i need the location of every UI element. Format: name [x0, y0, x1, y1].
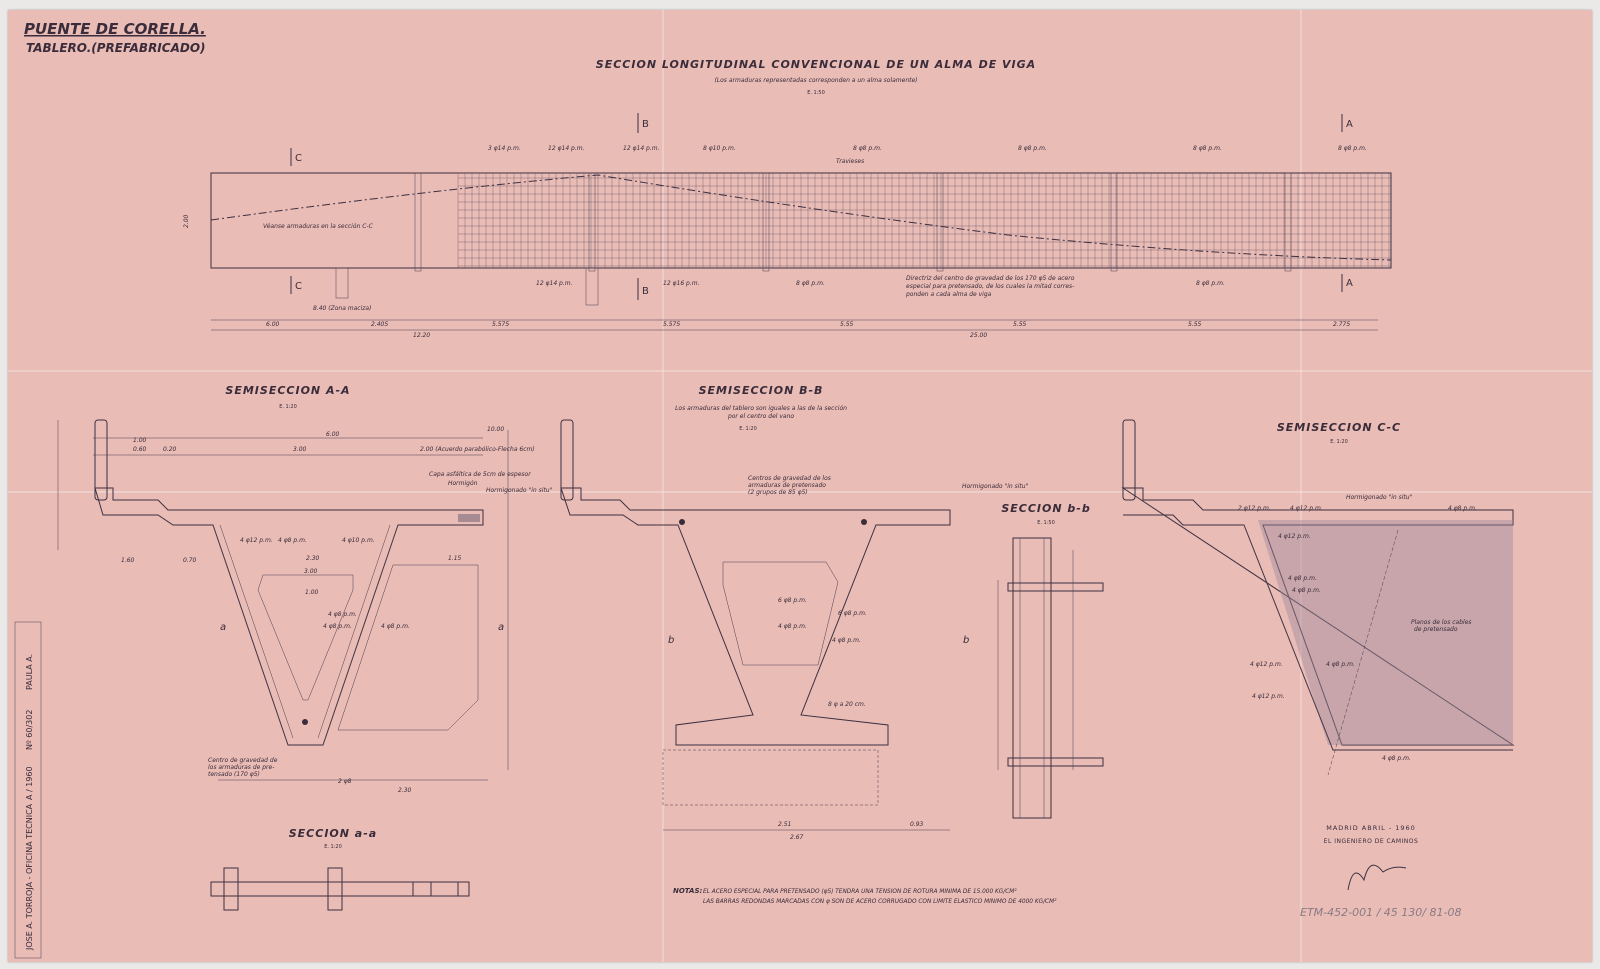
- sec-aa-scale: E. 1:20: [324, 844, 342, 850]
- longitudinal-note: (Los armaduras representadas corresponden a un alma solamente): [714, 77, 918, 84]
- blueprint-sheet: [8, 10, 1592, 962]
- support-mid: [586, 268, 598, 305]
- semi-aa-cg-3: tensado (170 φ5): [208, 771, 260, 778]
- semi-aa-dim-300b: 3.00: [304, 568, 318, 575]
- semi-aa-rebar-2: 4 φ8 p.m.: [278, 537, 307, 544]
- semi-cc-rebar-2: 4 φ12 p.m.: [1290, 505, 1323, 512]
- rebar-label: 8 φ8 p.m.: [1193, 145, 1222, 152]
- semi-bb-rebar-2: 4 φ8 p.m.: [778, 623, 807, 630]
- semi-aa-cut-right: a: [498, 622, 505, 633]
- rebar-label: 12 φ14 p.m.: [536, 280, 573, 287]
- semi-aa-dim-acuerdo: 2.00 (Acuerdo parabólico-Flecha 6cm): [420, 446, 535, 453]
- semi-bb-cut-left: b: [668, 635, 675, 646]
- drawing-subtitle: TABLERO.(PREFABRICADO): [26, 41, 206, 55]
- engineer-signature: [1348, 865, 1406, 890]
- rebar-label: 6.00: [266, 321, 280, 328]
- semi-aa-dim-100: 1.00: [133, 437, 147, 444]
- semi-bb-scale: E. 1:20: [739, 426, 757, 432]
- semi-bb-insitu: Hormigonado "in situ": [962, 483, 1029, 490]
- travieses-label: Travieses: [836, 158, 865, 165]
- semi-cc-rebar-5: 4 φ8 p.m.: [1288, 575, 1317, 582]
- cut-label-b-top: B: [642, 119, 649, 130]
- place-date: MADRID ABRIL - 1960: [1326, 824, 1416, 832]
- cut-label-c-bottom: C: [295, 281, 302, 292]
- beam-height-dim: 2.00: [183, 214, 190, 228]
- semi-cc-rebar-9: 4 φ12 p.m.: [1252, 693, 1285, 700]
- notes-line-1: EL ACERO ESPECIAL PARA PRETENSADO (φ5) TENDRA UNA TENSION DE ROTURA MINIMA DE 15.000 KG/CM²: [703, 889, 1017, 895]
- semi-cc-insitu: Hormigonado "in situ": [1346, 494, 1413, 501]
- semi-bb-rebar-5: 8 φ a 20 cm.: [828, 701, 866, 708]
- rebar-label: 5.55: [1188, 321, 1202, 328]
- rebar-label: 12 φ16 p.m.: [663, 280, 700, 287]
- semi-bb-cg-1: Centros de gravedad de los: [748, 475, 831, 482]
- rebar-label: 25.00: [970, 332, 988, 339]
- drawing-canvas: [8, 10, 1592, 962]
- sec-aa-title: SECCION a-a: [288, 827, 378, 840]
- directriz-note-3: ponden a cada alma de viga: [906, 291, 992, 298]
- semi-bb-note-1: Los armaduras del tablero son iguales a las de la sección: [675, 405, 847, 412]
- semi-aa-dim-230: 2.30: [306, 555, 320, 562]
- semi-bb-rebar-4: 4 φ8 p.m.: [832, 637, 861, 644]
- semi-bb-cg-3: (2 grupos de 85 φ5): [748, 489, 808, 496]
- semi-aa-asphalt: Capa asfáltica de 5cm de espesor: [429, 471, 531, 478]
- rebar-label: 8 φ8 p.m.: [853, 145, 882, 152]
- longitudinal-scale: E. 1:50: [807, 90, 825, 96]
- semi-cc-title: SEMISECCION C-C: [1276, 421, 1402, 434]
- rebar-label: 5.55: [840, 321, 854, 328]
- semi-aa-cg-1: Centro de gravedad de: [208, 757, 278, 764]
- semi-cc-rebar-6: 4 φ8 p.m.: [1292, 587, 1321, 594]
- semi-aa-dim-300: 3.00: [293, 446, 307, 453]
- rebar-label: 5.55: [1013, 321, 1027, 328]
- rebar-label: 12.20: [413, 332, 431, 339]
- rebar-label: 8 φ8 p.m.: [1018, 145, 1047, 152]
- longitudinal-title: SECCION LONGITUDINAL CONVENCIONAL DE UN ALMA DE VIGA: [595, 58, 1037, 71]
- semi-aa-dim-230b: 2.30: [398, 787, 412, 794]
- sec-aa-drawing: [211, 868, 469, 910]
- dimension-row-1: [266, 321, 1350, 328]
- semi-aa-insitu: Hormigonado "in situ": [486, 487, 553, 494]
- semi-cc-rebar-8: 4 φ8 p.m.: [1326, 661, 1355, 668]
- semi-aa-rebar-5: 4 φ8 p.m.: [323, 623, 352, 630]
- cut-label-a-bottom: A: [1346, 278, 1353, 289]
- rebar-label: 8 φ8 p.m.: [796, 280, 825, 287]
- semi-bb-rebar-3: 6 φ8 p.m.: [838, 610, 867, 617]
- semi-aa-rebar-4: 4 φ8 p.m.: [328, 611, 357, 618]
- drawing-title: PUENTE DE CORELLA.: [24, 20, 206, 38]
- semi-cc-drawing: [1123, 420, 1513, 775]
- semi-aa-dim-160: 1.60: [121, 557, 135, 564]
- rebar-label: 8 φ8 p.m.: [1338, 145, 1367, 152]
- semi-bb-dim-1: 2.51: [778, 821, 792, 828]
- semi-aa-dim-100b: 1.00: [305, 589, 319, 596]
- top-rebar-labels: [488, 145, 1367, 152]
- rebar-label: 12 φ14 p.m.: [623, 145, 660, 152]
- cut-label-a-top: A: [1346, 119, 1353, 130]
- semi-aa-dim-070: 0.70: [183, 557, 197, 564]
- directriz-note-2: especial para pretensado, de los cuales la mitad corres-: [906, 283, 1075, 290]
- sec-bb-small-drawing: [998, 538, 1103, 818]
- rebar-label: 12 φ14 p.m.: [548, 145, 585, 152]
- semi-cc-rebar-7: 4 φ12 p.m.: [1250, 661, 1283, 668]
- semi-cc-rebar-10: 4 φ8 p.m.: [1382, 755, 1411, 762]
- semi-bb-rebar-1: 6 φ8 p.m.: [778, 597, 807, 604]
- directriz-note-1: Directriz del centro de gravedad de los 170 φ5 de acero: [906, 275, 1075, 282]
- sec-bb-small-title: SECCION b-b: [1001, 502, 1091, 515]
- office-name: JOSE A. TORROJA - OFICINA TECNICA: [25, 803, 34, 950]
- semi-bb-dim-3: 0.93: [910, 821, 924, 828]
- semi-aa-dim-060: 0.60: [133, 446, 147, 453]
- semi-aa-rebar-1: 4 φ12 p.m.: [240, 537, 273, 544]
- semi-cc-rebar-4: 4 φ12 p.m.: [1278, 533, 1311, 540]
- semi-cc-scale: E. 1:20: [1330, 439, 1348, 445]
- semi-cc-planes-2: de pretensado: [1414, 626, 1458, 633]
- sidebar-number: Nº 60/302: [25, 709, 34, 750]
- transverse-diaphragms: [415, 173, 1291, 271]
- notes-label: NOTAS:: [673, 887, 703, 895]
- sidebar-name: PAULA A.: [25, 653, 34, 690]
- see-section-c-note: Véanse armaduras en la sección C-C: [263, 223, 373, 230]
- semi-cc-rebar-1: 2 φ12 p.m.: [1238, 505, 1271, 512]
- cut-label-b-bottom: B: [642, 286, 649, 297]
- semi-aa-concrete: Hormigón: [448, 480, 478, 487]
- semi-cc-solid-fill: [1258, 520, 1513, 745]
- semi-aa-cg-2: los armaduras de pre-: [208, 764, 275, 771]
- support-left: [336, 268, 348, 298]
- semi-aa-rebar-7: 2 φ8: [338, 778, 352, 785]
- semi-bb-cg-2: armaduras de pretensado: [748, 482, 826, 489]
- semi-cc-planes-1: Planos de los cables: [1411, 619, 1472, 626]
- rebar-label: 8 φ10 p.m.: [703, 145, 736, 152]
- semi-aa-rebar-6: 4 φ8 p.m.: [381, 623, 410, 630]
- semi-aa-dim-020: 0.20: [163, 446, 177, 453]
- zona-maciza-dim: 8.40 (Zona maciza): [313, 305, 372, 312]
- engineer-role: EL INGENIERO DE CAMINOS: [1323, 838, 1419, 845]
- sec-bb-small-scale: E. 1:50: [1037, 520, 1055, 526]
- semi-cc-rebar-3: 4 φ8 p.m.: [1448, 505, 1477, 512]
- notes-line-2: LAS BARRAS REDONDAS MARCADAS CON φ SON DE ACERO CORRUGADO CON LIMITE ELASTICO MINIMO DE 4000 KG/CM²: [703, 899, 1057, 905]
- cut-label-c-top: C: [295, 153, 302, 164]
- semi-aa-rebar-3: 4 φ10 p.m.: [342, 537, 375, 544]
- rebar-label: 2.405: [371, 321, 389, 328]
- rebar-label: 5.575: [492, 321, 510, 328]
- rebar-label: 5.575: [663, 321, 681, 328]
- sidebar-date: A / 1960: [25, 766, 34, 800]
- bottom-rebar-labels: [536, 280, 1225, 287]
- semi-bb-dim-2: 2.67: [790, 834, 804, 841]
- rebar-label: 3 φ14 p.m.: [488, 145, 521, 152]
- semi-bb-note-2: por el centro del vano: [727, 413, 795, 420]
- rebar-label: 8 φ8 p.m.: [1196, 280, 1225, 287]
- semi-aa-cut-left: a: [220, 622, 227, 633]
- semi-aa-scale: E. 1:20: [279, 404, 297, 410]
- semi-aa-title: SEMISECCION A-A: [225, 384, 351, 397]
- semi-aa-dim-115: 1.15: [448, 555, 462, 562]
- archive-stamp: ETM-452-001 / 45 130/ 81-08: [1300, 906, 1462, 919]
- rebar-label: 2.775: [1333, 321, 1351, 328]
- semi-bb-cut-right: b: [963, 635, 970, 646]
- semi-aa-dim-1000: 10.00: [487, 426, 505, 433]
- semi-bb-title: SEMISECCION B-B: [698, 384, 824, 397]
- semi-aa-dim-600: 6.00: [326, 431, 340, 438]
- dimension-row-2: [413, 332, 987, 339]
